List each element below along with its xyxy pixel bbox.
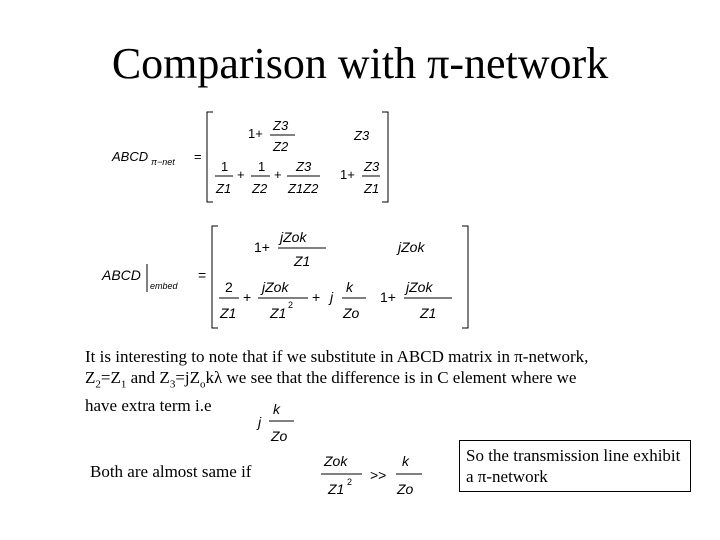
eq1-a21-t3-den: Z1Z2 (288, 181, 319, 196)
eq1-a11-one: 1+ (248, 126, 263, 141)
eq2-a21-t1-num: 2 (225, 279, 233, 295)
eq1-right-bracket (382, 112, 388, 202)
p2-c: and Z (126, 368, 170, 387)
eq1-a11-den: Z2 (273, 139, 289, 154)
cond-lhs-exp: 2 (347, 477, 353, 487)
explanation-paragraph (85, 346, 705, 416)
eq2-a21-j: j (330, 289, 334, 305)
eq1-a21-t3-num: Z3 (296, 159, 312, 174)
eq2-a11-one: 1+ (254, 239, 270, 255)
extra-num: k (273, 401, 280, 417)
eq2-a21-t2-exp: 2 (288, 300, 294, 310)
condition-formula (318, 448, 433, 508)
eq1-a21-plus1: + (237, 167, 245, 182)
eq1-left-bracket (207, 112, 213, 202)
eq2-a22-one: 1+ (380, 289, 396, 305)
cond-rhs-den: Zo (397, 481, 414, 497)
cond-lhs-num: Zok (324, 453, 348, 469)
eq2-a11-den: Z1 (294, 253, 311, 269)
extra-term-formula (256, 396, 306, 448)
extra-den: Zo (271, 428, 288, 444)
eq2-a21-t2-den: Z1 (270, 305, 287, 321)
eq1-equals: = (194, 149, 202, 164)
p2-sub2: 1 (120, 378, 127, 391)
p2-a: Z (85, 368, 96, 387)
eq1-a22-one: 1+ (340, 167, 355, 182)
condition-text: Both are almost same if (90, 462, 252, 481)
eq2-a11-num: jZok (280, 229, 307, 245)
paragraph-line-1: It is interesting to note that if we substitute in ABCD matrix in π-network, (85, 347, 589, 366)
eq1-a22-den: Z1 (364, 181, 380, 196)
eq2-equals: = (198, 267, 207, 283)
eq2-right-bracket (462, 226, 468, 328)
slide-title: Comparison with π-network (111, 39, 609, 88)
eq2-a22-num: jZok (406, 279, 433, 295)
extra-j: j (258, 414, 262, 430)
eq1-lhs: ABCD (112, 149, 149, 164)
eq1-a11-num: Z3 (273, 118, 289, 133)
eq1-lhs-sub: π−net (151, 157, 175, 167)
p2-sub3: 3 (169, 378, 176, 391)
eq2-a22-den: Z1 (420, 305, 437, 321)
cond-op: >> (370, 467, 387, 483)
eq2-a21-plus1: + (243, 289, 252, 305)
paragraph-line-3: have extra term i.e (85, 396, 212, 416)
eq1-a12: Z3 (354, 128, 370, 143)
equation-abcd-embed (100, 222, 480, 334)
eq2-a21-t3-num: k (346, 279, 353, 295)
eq2-a12: jZok (398, 239, 425, 255)
eq1-a21-t2-num: 1 (258, 159, 266, 174)
eq2-lhs-sub: embed (150, 281, 178, 291)
eq1-a21-t1-num: 1 (221, 159, 229, 174)
eq1-a21-t1-den: Z1 (216, 181, 232, 196)
eq2-a21-t1-den: Z1 (220, 305, 237, 321)
p2-b: =Z (100, 368, 121, 387)
eq1-a21-t2-den: Z2 (252, 181, 268, 196)
p2-sub4: o (200, 378, 206, 391)
equation-abcd-pi-net (110, 108, 400, 208)
paragraph-line-2 (85, 367, 705, 395)
eq2-a21-t3-den: Zo (343, 305, 360, 321)
p2-d: =jZ (175, 368, 201, 387)
p2-e: kλ we see that the difference is in C element where we (205, 368, 577, 387)
cond-rhs-num: k (402, 453, 409, 469)
eq1-a21-plus2: + (274, 167, 282, 182)
eq2-lhs: ABCD (102, 267, 141, 283)
eq2-a21-t2-num: jZok (262, 279, 289, 295)
cond-lhs-den: Z1 (328, 481, 345, 497)
note-box: So the transmission line exhibit a π-network (459, 440, 691, 492)
p2-sub1: 2 (95, 378, 101, 391)
eq2-a21-plus2: + (312, 289, 321, 305)
eq2-left-bracket (212, 226, 218, 328)
eq1-a22-num: Z3 (364, 159, 380, 174)
